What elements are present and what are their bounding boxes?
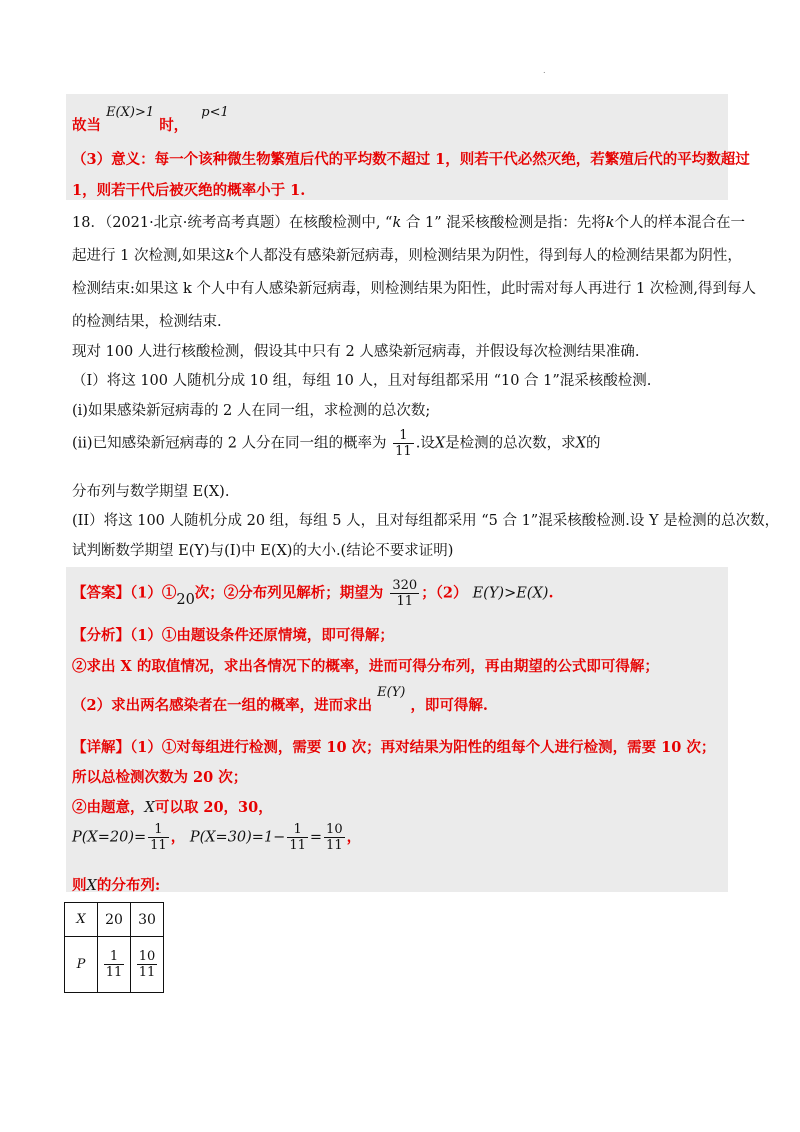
detail-line-2: 所以总检测次数为 20 次； [72,769,248,786]
table-cell: $\frac{10}{11}$ [131,937,164,993]
problem-line-1: 18．（2021·北京·统考高考真题）在核酸检测中, “k 合 1” 混采核酸检测是指：先将k个人的样本混合在一 [72,215,746,231]
table-cell: $\frac{1}{11}$ [98,937,131,993]
math-probability: p<1 [201,105,229,120]
table-cell: 20 [98,903,131,937]
table-cell: 30 [131,903,164,937]
math-comparison: E(Y)>E(X) [472,585,549,602]
table-row [65,903,164,937]
probability-line: P(X=20)= $\frac{1}{11}$ ， P(X=30)=1− $\frac{1}{11}$ = $\frac{10}{11}$ ， [72,822,362,853]
problem-line-5: 现对 100 人进行核酸检测，假设其中只有 2 人感染新冠病毒，并假设每次检测结果准确. [72,344,640,360]
detail-line-3: ②由题意，X可以取 20，30， [72,799,273,816]
detail-line-1: 【详解】（1）①对每组进行检测，需要 10 次；再对结果为阳性的组每个人进行检测，需要 10 次； [72,739,716,756]
distribution-title: 则X的分布列: [72,877,161,894]
problem-line-8: (ii)已知感染新冠病毒的 2 人分在同一组的概率为 $\frac{1}{11}$ .设X是检测的总次数，求X的 [72,428,601,459]
problem-line-10: (II）将这 100 人随机分成 20 组，每组 5 人，且对每组都采用 “5 合 1”混采核酸检测.设 Y 是检测的总次数， [72,513,780,529]
significance-line-1: （3）意义：每一个该种微生物繁殖后代的平均数不超过 1，则若干代必然灭绝，若繁殖后代的平均数超过 [72,151,750,168]
row-label-x: X [65,903,98,937]
table-row [65,937,164,993]
row-label-p: P [65,937,98,993]
conclusion-line: 故当 E(X)>1 时， p<1 [72,105,229,134]
fraction-one-eleventh: $\frac{1}{11}$ [395,428,412,459]
math-expectation: E(X)>1 [106,105,155,120]
problem-line-9: 分布列与数学期望 E(X). [72,484,230,500]
analysis-line-3: （2）求出两名感染者在一组的概率，进而求出 E(Y) ，即可得解. [72,685,488,714]
problem-line-4: 的检测结果，检测结束. [72,314,222,330]
fraction-expectation: $\frac{320}{11}$ [392,578,418,609]
problem-line-3: 检测结束:如果这 k 个人中有人感染新冠病毒，则检测结果为阳性，此时需对每人再进行 1 次检测,得到每人 [72,281,756,297]
problem-line-2: 起进行 1 次检测,如果这k个人都没有感染新冠病毒，则检测结果为阴性，得到每人的检测结果都为阴性， [72,248,742,264]
analysis-line-2: ②求出 X 的取值情况，求出各情况下的概率，进而可得分布列，再由期望的公式即可得解； [72,658,659,675]
problem-line-11: 试判断数学期望 E(Y)与(I)中 E(X)的大小.(结论不要求证明) [72,543,454,559]
page-mark: . [543,66,546,75]
significance-line-2: 1，则若干代后被灭绝的概率小于 1. [72,182,306,199]
problem-line-7: (i)如果感染新冠病毒的 2 人在同一组，求检测的总次数; [72,403,431,419]
analysis-line-1: 【分析】（1）①由题设条件还原情境，即可得解； [72,627,394,644]
distribution-table [64,902,164,993]
answer-line: 【答案】（1）①20次；②分布列见解析；期望为 $\frac{320}{11}$ ；（2） E(Y)>E(X). [72,578,554,609]
problem-line-6: （I）将这 100 人随机分成 10 组，每组 10 人，且对每组都采用 “10 合 1”混采核酸检测. [72,373,652,389]
